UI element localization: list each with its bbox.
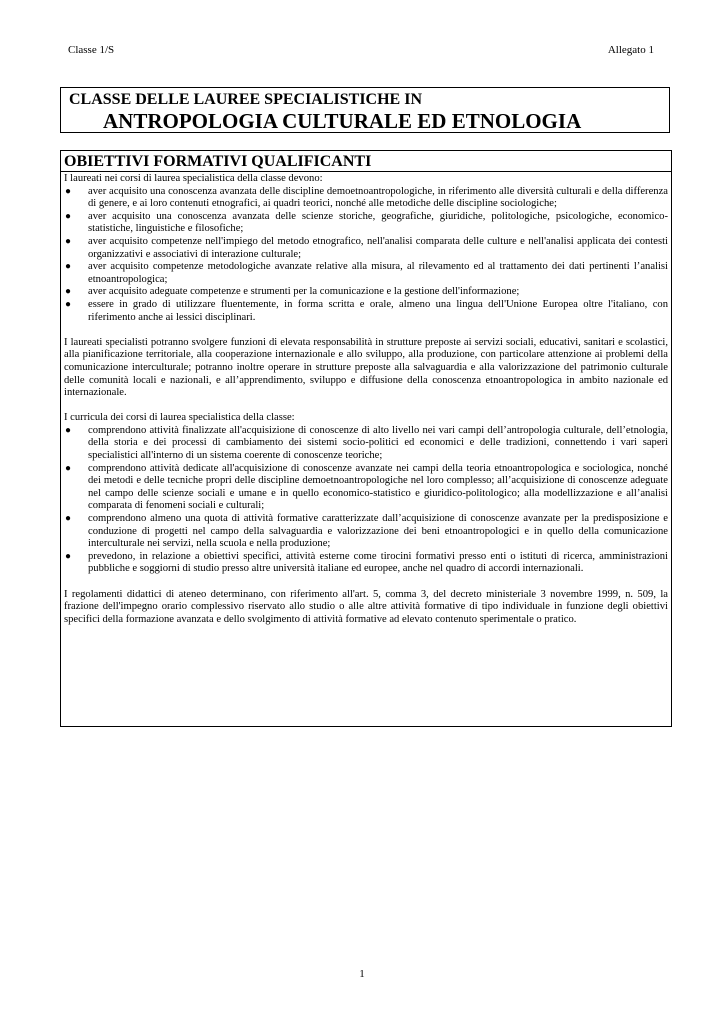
- bullet-icon: ●: [65, 235, 72, 247]
- page-number: 1: [359, 968, 365, 980]
- list-item: ● aver acquisito competenze nell'impiego del metodo etnografico, nell'analisi comparata delle culture e nell'analisi applicata dei contesti organizzativi e associativi di interazione culturale;: [65, 235, 668, 260]
- title-line-2: ANTROPOLOGIA CULTURALE ED ETNOLOGIA: [103, 109, 582, 133]
- list-item: ● essere in grado di utilizzare fluentemente, in forma scritta e orale, almeno una lingua dell'Unione Europea oltre l'italiano, con riferimento anche ai lessici disciplinari.: [65, 298, 668, 323]
- curricula-list: [64, 425, 668, 576]
- list-item: ● comprendono attività dedicate all'acquisizione di conoscenze avanzate nei campi della teoria etnoantropologica e sociologica, nonché dei metodi e delle tecniche propri delle discipline demoetnoantropologiche nel loro complesso; all’acquisizione di conoscenze adeguate nel campo delle scienze sociali e umane e in quello economico-statistico e giuridico-politologico; alla modellizzazione e all’analisi comparata di fenomeni sociali e culturali;: [65, 462, 668, 512]
- bullet-icon: ●: [65, 424, 72, 436]
- bullet-icon: ●: [65, 261, 72, 273]
- intro-text: I laureati nei corsi di laurea specialistica della classe devono:: [64, 173, 323, 184]
- bullet-icon: ●: [65, 513, 72, 525]
- list-item: ● comprendono attività finalizzate all'acquisizione di conoscenze di alto livello nei vari campi dell’antropologia culturale, dell’etnologia, della storia e dei processi di cambiamento dei sistemi socio-politici ed economici e delle tradizioni, connettendo i vari saperi specialistici all'interno di un sistema coerente di conoscenze teoriche;: [65, 424, 668, 462]
- bullet-icon: ●: [65, 462, 72, 474]
- bullet-icon: ●: [65, 298, 72, 310]
- list-item: ● aver acquisito una conoscenza avanzata delle scienze storiche, geografiche, giuridiche, politologiche, psicologiche, economico-statistiche, linguistiche e filosofiche;: [65, 210, 668, 235]
- spacer: [64, 324, 668, 337]
- list-item: ● prevedono, in relazione a obiettivi specifici, attività esterne come tirocini formativi presso enti o istituti di ricerca, amministrazioni pubbliche e soggiorni di studio presso altre università italiane ed europee, anche nel quadro di accordi internazionali.: [65, 550, 668, 575]
- bullet-icon: ●: [65, 286, 72, 298]
- list-item: ● aver acquisito una conoscenza avanzata delle discipline demoetnoantropologiche, in riferimento alle diversità culturali e della differenza di genere, e ai loro contenuti etnografici, ai quadri teorici, nonché alle metodiche delle discipline sociologiche;: [65, 185, 668, 210]
- curricula-intro: I curricula dei corsi di laurea specialistica della classe:: [64, 412, 295, 424]
- spacer: [64, 400, 668, 413]
- list-item: ● aver acquisito adeguate competenze e strumenti per la comunicazione e la gestione dell'informazione;: [65, 286, 520, 298]
- objectives-box: [60, 150, 672, 727]
- bullet-icon: ●: [65, 185, 72, 197]
- bullet-icon: ●: [65, 550, 72, 562]
- bullet-icon: ●: [65, 210, 72, 222]
- title-box: [60, 87, 670, 133]
- section-content: [61, 172, 671, 626]
- section-heading: OBIETTIVI FORMATIVI QUALIFICANTI: [61, 151, 671, 172]
- list-item: ● comprendono almeno una quota di attività formative caratterizzate dall’acquisizione di conoscenze avanzate per la predisposizione e conduzione di progetti nel campo della salvaguardia e valorizzazione dei beni etnoantropologici e in quello della comunicazione interculturale nei servizi, nella scuola e nella produzione;: [65, 513, 668, 550]
- regulations-paragraph: I regolamenti didattici di ateneo determinano, con riferimento all'art. 5, comma 3, del decreto ministeriale 3 novembre 1999, n. 509, la frazione dell'impegno orario complessivo riservato allo studio o alle altre attività formative di tipo individuale in funzione degli obiettivi specifici della formazione avanzata e dello svolgimento di attività formative ad elevato contenuto sperimentale o pratico.: [64, 588, 668, 625]
- spacer: [64, 576, 668, 589]
- careers-paragraph: I laureati specialisti potranno svolgere funzioni di elevata responsabilità in strutture preposte ai servizi sociali, educativi, sanitari e scolastici, alla pianificazione territoriale, alla cooperazione internazionale e allo sviluppo, alla produzione, con particolare attenzione ai problemi della comunicazione interculturale; potranno inoltre operare in strutture preposte alla salvaguardia e alla valorizzazione del patrimonio culturale delle comunità locali e nazionali, e all’apprendimento, sviluppo e diffusione della conoscenza etnoantropologica in ambito nazionale ed internazionale.: [64, 336, 668, 399]
- header-attachment-label: Allegato 1: [607, 44, 654, 56]
- header-class-label: Classe 1/S: [68, 44, 115, 56]
- graduate-requirements-list: [64, 186, 668, 325]
- title-line-1: CLASSE DELLE LAUREE SPECIALISTICHE IN: [69, 91, 422, 108]
- list-item: ● aver acquisito competenze metodologiche avanzate relative alla misura, al rilevamento ed al trattamento dei dati pertinenti l’analisi etnoantropologica;: [65, 261, 668, 285]
